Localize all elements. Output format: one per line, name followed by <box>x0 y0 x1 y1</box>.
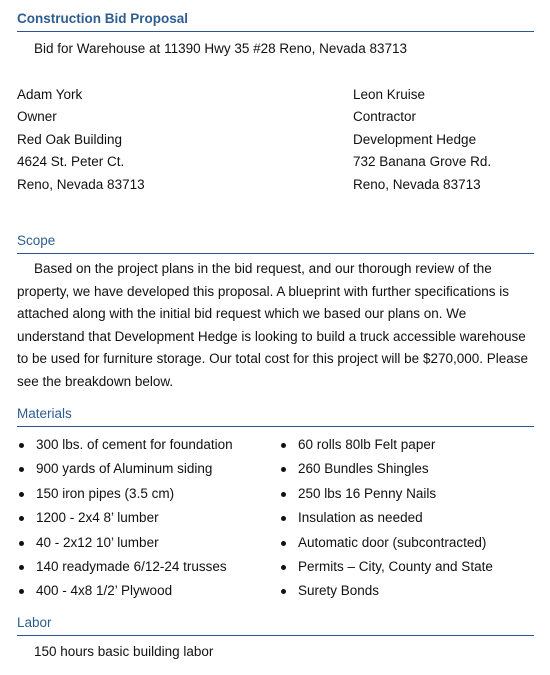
material-item: 400 - 4x8 1/2’ Plywood <box>17 582 282 606</box>
labor-text: 150 hours basic building labor <box>34 644 214 659</box>
client-company: Red Oak Building <box>17 132 123 147</box>
material-item: Automatic door (subcontracted) <box>279 534 539 558</box>
material-item: 250 lbs 16 Penny Nails <box>279 485 539 509</box>
contractor-role: Contractor <box>353 109 417 124</box>
client-name: Adam York <box>17 87 83 102</box>
contractor-street: 732 Banana Grove Rd. <box>353 154 492 169</box>
contractor-company: Development Hedge <box>353 132 477 147</box>
labor-heading: Labor <box>17 614 534 636</box>
client-street: 4624 St. Peter Ct. <box>17 154 125 169</box>
material-item: Insulation as needed <box>279 509 539 533</box>
scope-paragraph: Based on the project plans in the bid request, and our thorough review of the property, we have developed this proposal. A blueprint with further specifications is attached along with the initial bid request which we based our plans on. We understand that Development Hedge is looking to build a truck accessible warehouse to be used for furniture storage. Our total cost for this project will be $270,000. Please see the breakdown below. <box>17 261 529 389</box>
material-item: Permits – City, County and State <box>279 558 539 582</box>
material-item: 900 yards of Aluminum siding <box>17 460 282 484</box>
materials-list-right <box>279 436 539 607</box>
material-item: 300 lbs. of cement for foundation <box>17 436 282 460</box>
bid-subject: Bid for Warehouse at 11390 Hwy 35 #28 Reno, Nevada 83713 <box>34 41 407 56</box>
material-item: 150 iron pipes (3.5 cm) <box>17 485 282 509</box>
material-item: 60 rolls 80lb Felt paper <box>279 436 539 460</box>
material-item: 40 - 2x12 10’ lumber <box>17 534 282 558</box>
material-item: 1200 - 2x4 8’ lumber <box>17 509 282 533</box>
material-item: 140 readymade 6/12-24 trusses <box>17 558 282 582</box>
document-title: Construction Bid Proposal <box>17 10 534 32</box>
contractor-city: Reno, Nevada 83713 <box>353 177 481 192</box>
materials-heading: Materials <box>17 405 534 427</box>
client-city: Reno, Nevada 83713 <box>17 177 145 192</box>
scope-heading: Scope <box>17 232 534 254</box>
material-item: Surety Bonds <box>279 582 539 606</box>
materials-list-left <box>17 436 282 607</box>
client-role: Owner <box>17 109 57 124</box>
contractor-name: Leon Kruise <box>353 87 426 102</box>
material-item: 260 Bundles Shingles <box>279 460 539 484</box>
